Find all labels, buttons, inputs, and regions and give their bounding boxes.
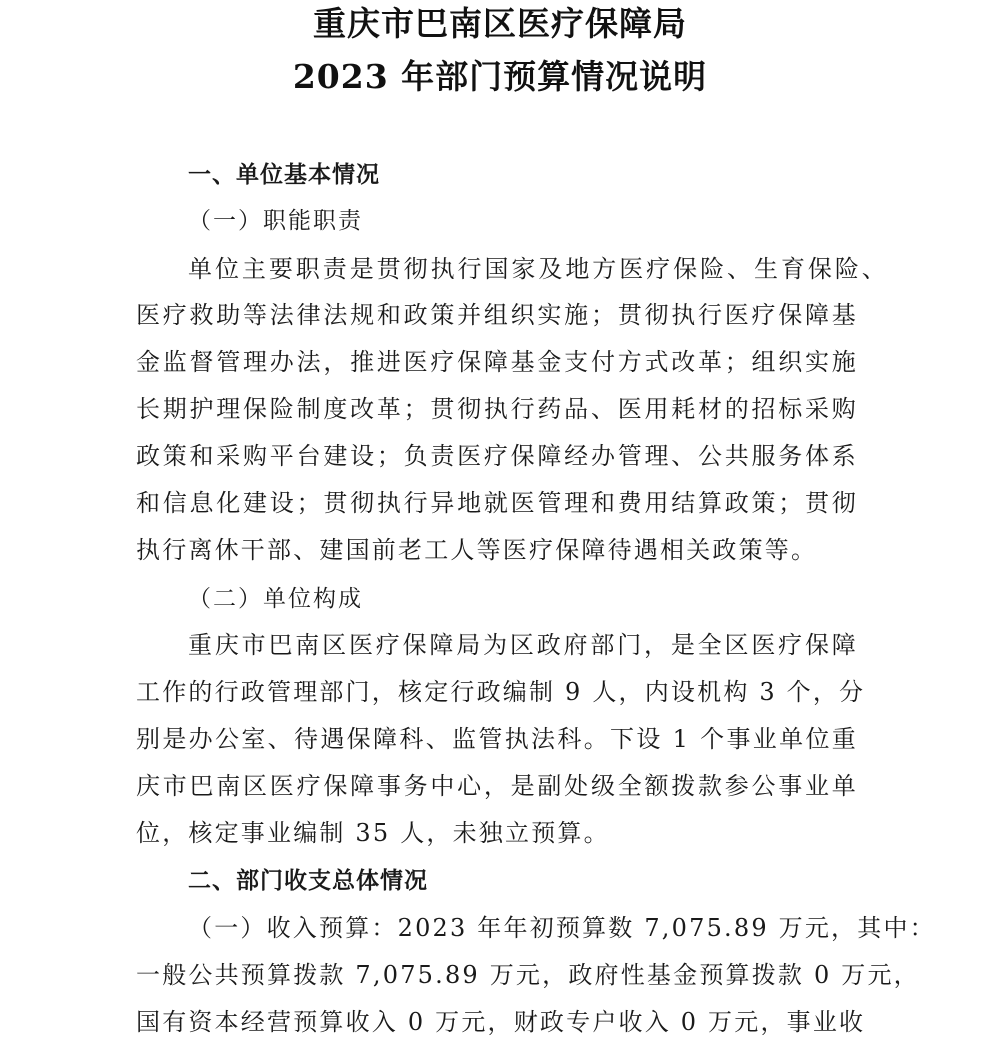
paragraph-line: 位，核定事业编制 35 人，未独立预算。 [136,819,610,847]
document-title-line-1: 重庆市巴南区医疗保障局 [313,4,687,43]
paragraph-line: 国有资本经营预算收入 0 万元，财政专户收入 0 万元，事业收 [136,1008,866,1036]
paragraph-line: 和信息化建设；贯彻执行异地就医管理和费用结算政策；贯彻 [136,489,858,517]
paragraph-line: 重庆市巴南区医疗保障局为区政府部门，是全区医疗保障 [188,631,858,659]
paragraph-line: 政策和采购平台建设；负责医疗保障经办管理、公共服务体系 [136,442,858,470]
document-title-line-2: 2023 年部门预算情况说明 [292,57,708,96]
section-2-heading: 二、部门收支总体情况 [188,868,428,894]
section-1-heading: 一、单位基本情况 [188,162,380,188]
subsection-1-2-heading: （二）单位构成 [188,586,363,612]
paragraph-line: 单位主要职责是贯彻执行国家及地方医疗保险、生育保险、 [188,255,888,283]
paragraph-line: 长期护理保险制度改革；贯彻执行药品、医用耗材的招标采购 [136,395,858,423]
paragraph-line: 执行离休干部、建国前老工人等医疗保障待遇相关政策等。 [136,536,818,564]
paragraph-line: （一）收入预算：2023 年年初预算数 7,075.89 万元，其中： [188,914,936,942]
paragraph-line: 一般公共预算拨款 7,075.89 万元，政府性基金预算拨款 0 万元， [136,961,920,989]
paragraph-line: 庆市巴南区医疗保障事务中心，是副处级全额拨款参公事业单 [136,772,858,800]
subsection-1-1-heading: （一）职能职责 [188,208,363,234]
paragraph-line: 金监督管理办法，推进医疗保障基金支付方式改革；组织实施 [136,348,858,376]
paragraph-line: 工作的行政管理部门，核定行政编制 9 人，内设机构 3 个，分 [136,678,866,706]
paragraph-line: 医疗救助等法律法规和政策并组织实施；贯彻执行医疗保障基 [136,301,858,329]
paragraph-line: 别是办公室、待遇保障科、监管执法科。下设 1 个事业单位重 [136,725,858,753]
